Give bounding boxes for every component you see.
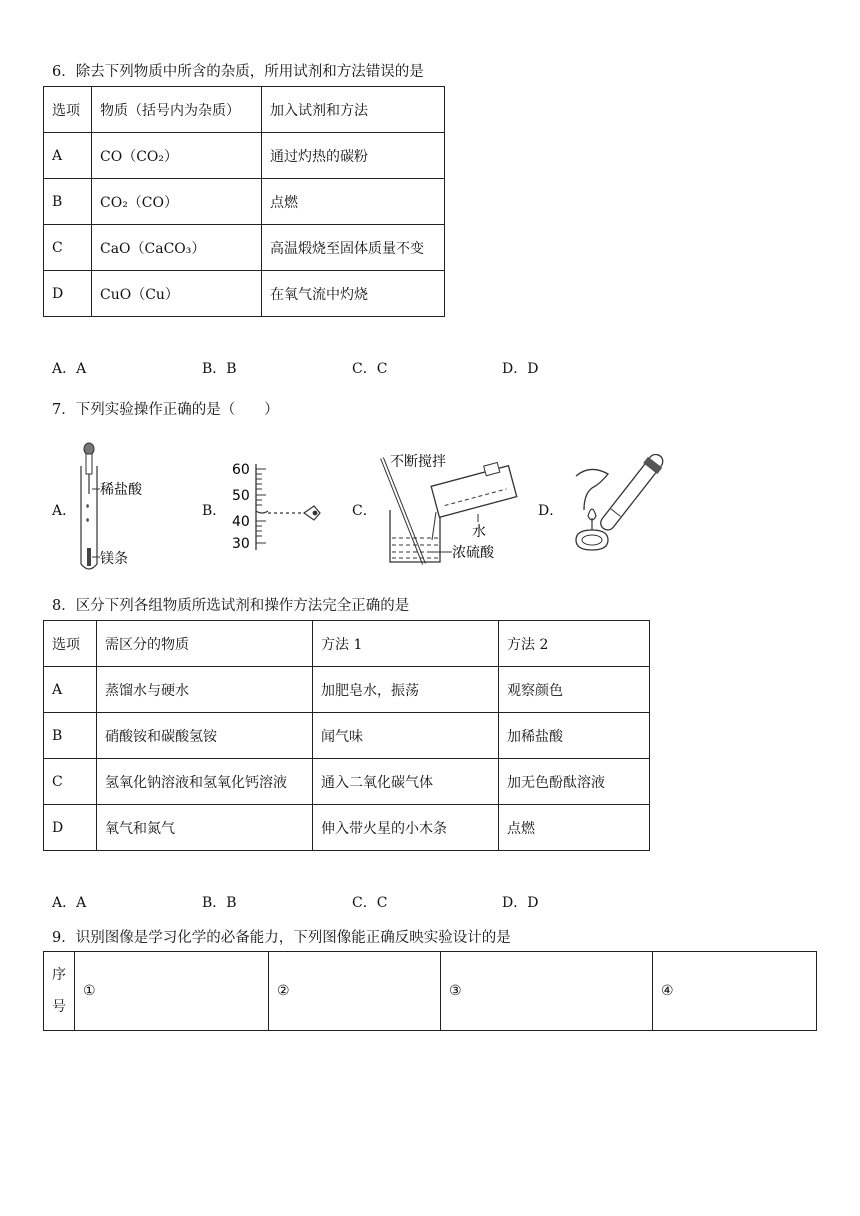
q8-choice-d[interactable]: D．D [502, 895, 539, 911]
cylinder-tick-40: 40 [232, 514, 250, 530]
table-row [44, 667, 650, 713]
table-row [44, 87, 445, 133]
table-row [44, 225, 445, 271]
meniscus-icon [256, 511, 268, 513]
q6-choice-b[interactable]: B．B [202, 361, 237, 377]
q9-col-2: ② [269, 952, 441, 1031]
q9-header-char-2: 号 [52, 999, 66, 1015]
q8-row-d-method1: 伸入带火星的小木条 [313, 805, 499, 851]
q6-title: 6．除去下列物质中所含的杂质，所用试剂和方法错误的是 [52, 64, 424, 80]
q7-label-a[interactable]: A． [52, 503, 77, 519]
q8-header-method2: 方法 2 [499, 621, 650, 667]
q8-row-a-method2: 观察颜色 [499, 667, 650, 713]
q8-row-b-method1: 闻气味 [313, 713, 499, 759]
q6-row-b-method: 点燃 [262, 179, 445, 225]
droplet-icon [86, 504, 89, 508]
table-row [44, 133, 445, 179]
dropper-body-icon [86, 454, 92, 474]
q8-row-c-method1: 通入二氧化碳气体 [313, 759, 499, 805]
q6-row-a-method: 通过灼热的碳粉 [262, 133, 445, 179]
q8-row-c-option: C [44, 759, 97, 805]
q6-row-b-substance: CO₂（CO） [92, 179, 262, 225]
cylinder-scale-icon [256, 469, 266, 543]
q8-row-d-method2: 点燃 [499, 805, 650, 851]
q8-header-option: 选项 [44, 621, 97, 667]
dropper-bulb-icon [84, 443, 94, 455]
q7-label-b[interactable]: B． [202, 503, 227, 519]
table-row [44, 621, 650, 667]
q8-row-b-method2: 加稀盐酸 [499, 713, 650, 759]
q8-row-d-substance: 氧气和氮气 [97, 805, 313, 851]
q6-row-d-option: D [44, 271, 92, 317]
cylinder-tick-30: 30 [232, 536, 250, 552]
pouring-stream-icon [432, 512, 436, 540]
q9-header-char-1: 序 [52, 967, 66, 983]
alcohol-lamp-icon [576, 530, 608, 550]
q6-row-b-option: B [44, 179, 92, 225]
q6-header-method: 加入试剂和方法 [262, 87, 445, 133]
q6-choice-a[interactable]: A．A [52, 361, 87, 377]
magnesium-strip-icon [87, 548, 91, 566]
q8-choice-b[interactable]: B．B [202, 895, 237, 911]
eye-icon [304, 506, 320, 520]
test-tube-icon [596, 454, 667, 534]
table-row [44, 713, 650, 759]
tube-holder-icon [576, 469, 608, 510]
q6-choice-c[interactable]: C．C [352, 361, 388, 377]
table-row [44, 805, 650, 851]
q9-col-3: ③ [441, 952, 653, 1031]
q8-row-a-substance: 蒸馏水与硬水 [97, 667, 313, 713]
q6-row-d-method: 在氧气流中灼烧 [262, 271, 445, 317]
q8-header-substance: 需区分的物质 [97, 621, 313, 667]
fig-c-stir-label: 不断搅拌 [390, 454, 446, 470]
q6-row-c-method: 高温煅烧至固体质量不变 [262, 225, 445, 271]
q6-table [43, 86, 445, 317]
q8-row-b-substance: 硝酸铵和碳酸氢铵 [97, 713, 313, 759]
q7-figure-a [70, 436, 170, 574]
q8-table [43, 620, 650, 851]
table-row [44, 952, 817, 1031]
q6-header-substance: 物质（括号内为杂质） [92, 87, 262, 133]
q9-col-4: ④ [653, 952, 817, 1031]
cylinder-tick-60: 60 [232, 462, 250, 478]
q8-row-a-option: A [44, 667, 97, 713]
cylinder-tick-50: 50 [232, 488, 250, 504]
q6-row-c-option: C [44, 225, 92, 271]
q8-row-d-option: D [44, 805, 97, 851]
q9-col-1: ① [75, 952, 269, 1031]
q7-figure-b [226, 460, 326, 552]
q6-row-a-substance: CO（CO₂） [92, 133, 262, 179]
q9-table [43, 951, 817, 1031]
q8-row-a-method1: 加肥皂水，振荡 [313, 667, 499, 713]
q8-row-c-substance: 氢氧化钠溶液和氢氧化钙溶液 [97, 759, 313, 805]
q6-choice-d[interactable]: D．D [502, 361, 539, 377]
fig-a-reagent-label: 稀盐酸 [100, 482, 142, 498]
table-row [44, 271, 445, 317]
q8-title: 8．区分下列各组物质所选试剂和操作方法完全正确的是 [52, 598, 410, 614]
q8-row-c-method2: 加无色酚酞溶液 [499, 759, 650, 805]
q7-figure-c [372, 448, 532, 566]
fig-c-acid-label: 浓硫酸 [452, 545, 494, 561]
q7-label-c[interactable]: C． [352, 503, 377, 519]
q6-row-c-substance: CaO（CaCO₃） [92, 225, 262, 271]
q8-header-method1: 方法 1 [313, 621, 499, 667]
droplet-icon [86, 518, 89, 522]
q6-row-d-substance: CuO（Cu） [92, 271, 262, 317]
fig-a-solid-label: 镁条 [100, 551, 128, 567]
q6-header-option: 选项 [44, 87, 92, 133]
q8-choice-a[interactable]: A．A [52, 895, 87, 911]
q9-header-cell [44, 952, 75, 1031]
q8-choice-c[interactable]: C．C [352, 895, 388, 911]
q6-row-a-option: A [44, 133, 92, 179]
q9-title: 9．识别图像是学习化学的必备能力，下列图像能正确反映实验设计的是 [52, 930, 511, 946]
q7-figure-d [562, 454, 680, 558]
table-row [44, 179, 445, 225]
q7-label-d[interactable]: D． [538, 503, 564, 519]
fig-c-water-label: 水 [472, 524, 486, 540]
q8-row-b-option: B [44, 713, 97, 759]
q7-title: 7．下列实验操作正确的是（ ） [52, 402, 279, 418]
table-row [44, 759, 650, 805]
